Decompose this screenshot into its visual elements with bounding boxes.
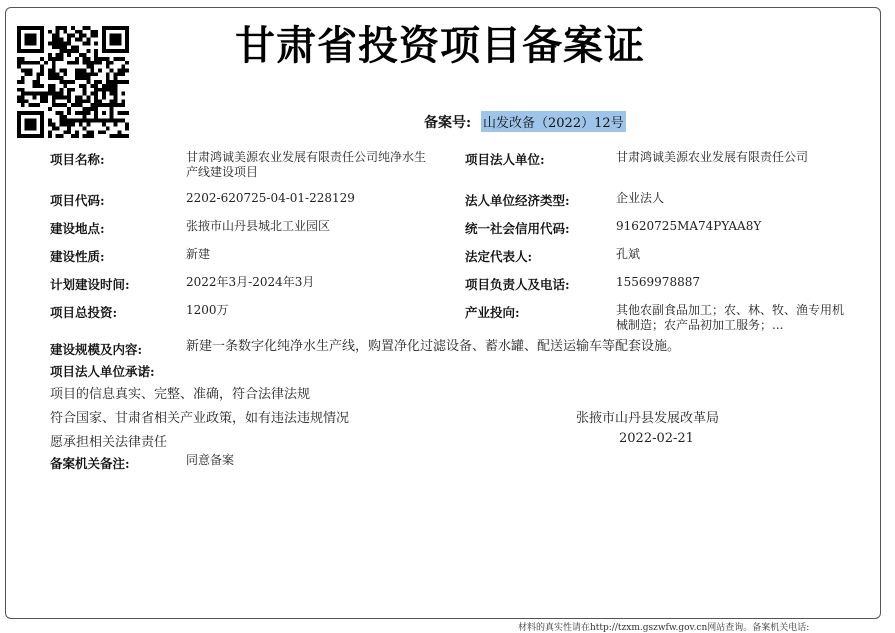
legal-unit-label: 项目法人单位: — [465, 152, 545, 167]
location-value: 张掖市山丹县城北工业园区 — [186, 219, 331, 233]
authority-name: 张掖市山丹县发展改革局 — [576, 411, 720, 426]
economic-type-label: 法人单位经济类型: — [465, 193, 570, 208]
nature-label: 建设性质: — [50, 249, 105, 264]
record-number-value[interactable]: 山发改备（2022）12号 — [481, 111, 626, 132]
qr-code — [17, 26, 129, 138]
schedule-label: 计划建设时间: — [50, 277, 130, 292]
manager-phone-value: 15569978887 — [616, 275, 700, 289]
project-code-value: 2202-620725-04-01-228129 — [186, 191, 355, 205]
project-code-label: 项目代码: — [50, 193, 105, 208]
credit-code-label: 统一社会信用代码: — [465, 221, 570, 236]
location-label: 建设地点: — [50, 221, 105, 236]
commitment-line-1: 项目的信息真实、完整、准确，符合法律法规 — [50, 387, 311, 402]
project-name-value: 甘肃鸿诚美源农业发展有限责任公司纯净水生产线建设项目 — [186, 150, 427, 179]
nature-value: 新建 — [186, 247, 211, 261]
industry-label: 产业投向: — [465, 305, 520, 320]
credit-code-value: 91620725MA74PYAA8Y — [616, 219, 762, 233]
commitment-line-3: 愿承担相关法律责任 — [50, 435, 168, 450]
economic-type-value: 企业法人 — [616, 191, 665, 205]
project-name-label: 项目名称: — [50, 152, 105, 167]
remark-label: 备案机关备注: — [50, 456, 130, 471]
schedule-value: 2022年3月-2024年3月 — [186, 275, 315, 289]
commitment-label: 项目法人单位承诺: — [50, 364, 155, 379]
commitment-line-2: 符合国家、甘肃省相关产业政策，如有违法违规情况 — [50, 411, 350, 426]
authority-date: 2022-02-21 — [619, 431, 694, 446]
investment-label: 项目总投资: — [50, 305, 118, 320]
verification-footer: 材料的真实性请在http://tzxm.gszwfw.gov.cn网站查询。备案机关电话: — [518, 623, 810, 633]
certificate-title: 甘肃省投资项目备案证 — [235, 23, 645, 69]
industry-value: 其他农副食品加工；农、林、牧、渔专用机械制造；农产品初加工服务；... — [616, 303, 845, 332]
investment-value: 1200万 — [186, 303, 229, 317]
representative-label: 法定代表人: — [465, 249, 533, 264]
representative-value: 孔斌 — [616, 247, 641, 261]
manager-phone-label: 项目负责人及电话: — [465, 277, 570, 292]
remark-value: 同意备案 — [186, 453, 235, 467]
record-number-label: 备案号: — [424, 115, 472, 131]
legal-unit-value: 甘肃鸿诚美源农业发展有限责任公司 — [616, 150, 809, 164]
scope-value: 新建一条数字化纯净水生产线，购置净化过滤设备、蓄水罐、配送运输车等配套设施。 — [186, 339, 681, 354]
scope-label: 建设规模及内容: — [50, 342, 143, 357]
